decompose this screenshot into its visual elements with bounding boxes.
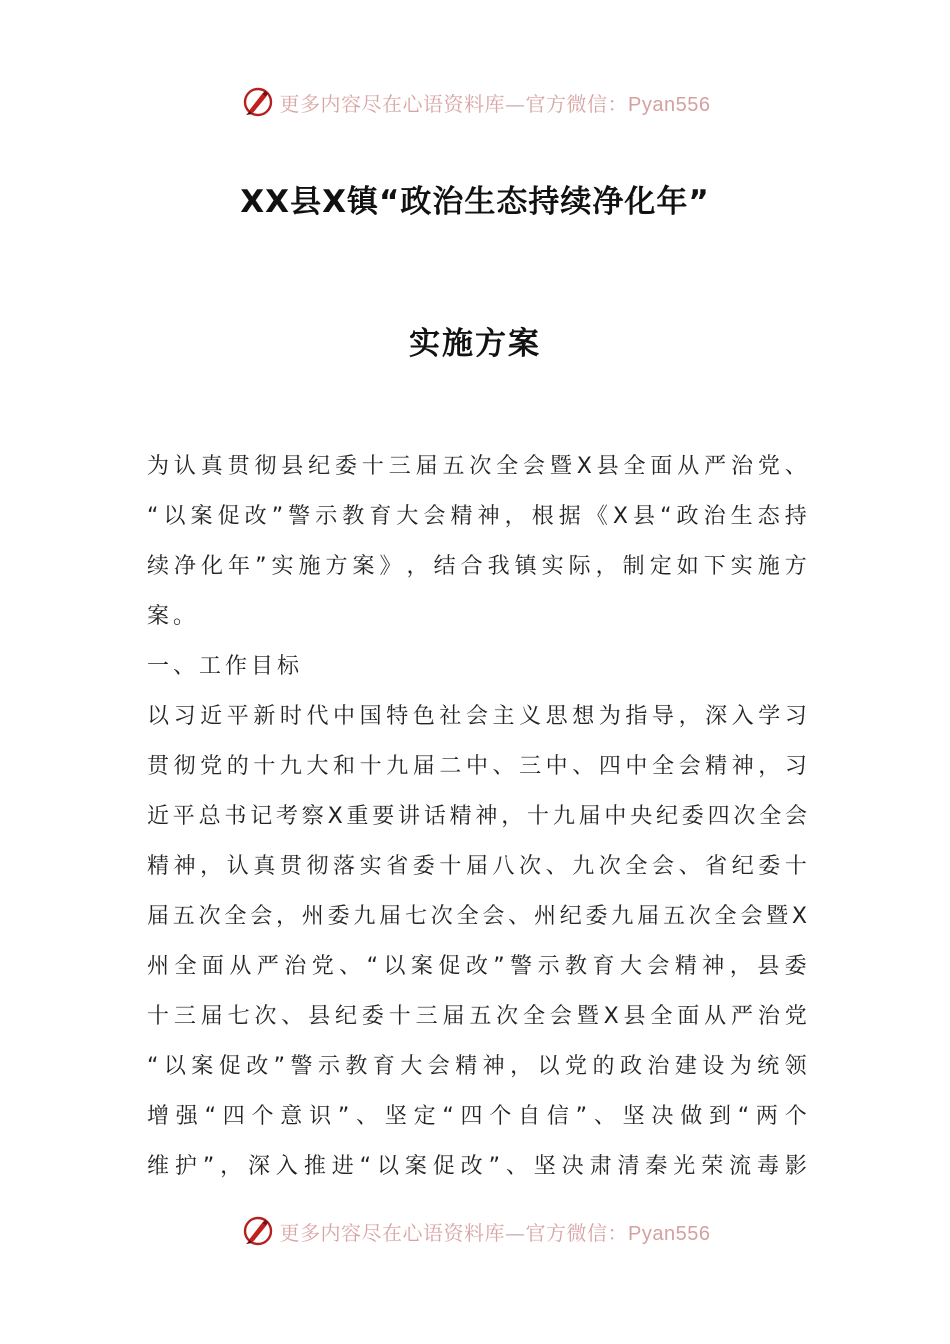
body-line: 届 五 次 全 会 ， 州 委 九 届 七 次 全 会 、 州 纪 委 九 届 五 次 全 会 暨 X — [147, 904, 807, 929]
body-line: 贯 彻 党 的 十 九 大 和 十 九 届 二 中 、 三 中 、 四 中 全 会 精 神 ， 习 — [147, 754, 807, 779]
body-line: 为 认 真 贯 彻 县 纪 委 十 三 届 五 次 全 会 暨 X 县 全 面 从 严 治 党 、 — [147, 454, 807, 479]
section-heading: 一、工作目标 — [147, 654, 304, 679]
body-line: 增 强 “ 四 个 意 识 ” 、 坚 定 “ 四 个 自 信 ” 、 坚 决 做 到 “ 两 个 — [147, 1104, 807, 1129]
body-line: 以 习 近 平 新 时 代 中 国 特 色 社 会 主 义 思 想 为 指 导 ， 深 入 学 习 — [147, 704, 807, 729]
body-line: 续 净 化 年 ” 实 施 方 案 》 ， 结 合 我 镇 实 际 ， 制 定 如 下 实 施 方 — [147, 554, 807, 579]
body-line: 州 全 面 从 严 治 党 、 “ 以 案 促 改 ” 警 示 教 育 大 会 精 神 ， 县 委 — [147, 954, 807, 979]
body-line: 十 三 届 七 次 、 县 纪 委 十 三 届 五 次 全 会 暨 X 县 全 面 从 严 治 党 — [147, 1004, 807, 1029]
watermark-label: 官方微信： — [525, 1220, 629, 1245]
watermark-handle: Pyan556 — [628, 1222, 711, 1245]
watermark-text — [280, 1217, 711, 1246]
watermark-handle: Pyan556 — [628, 93, 711, 116]
watermark-header — [0, 82, 950, 122]
document-subtitle: 实施方案 — [409, 326, 541, 362]
watermark-separator: — — [505, 91, 526, 116]
watermark-footer — [0, 1211, 950, 1251]
watermark-text — [280, 88, 711, 117]
document-body — [147, 442, 807, 1192]
watermark-main: 更多内容尽在心语资料库 — [279, 1220, 506, 1245]
body-line: 维 护 ” ， 深 入 推 进 “ 以 案 促 改 ” 、 坚 决 肃 清 秦 光 荣 流 毒 影 — [147, 1154, 807, 1179]
watermark-separator: — — [505, 1220, 526, 1245]
body-line: 近 平 总 书 记 考 察 X 重 要 讲 话 精 神 ， 十 九 届 中 央 纪 委 四 次 全 会 — [147, 804, 807, 829]
body-line: 案。 — [147, 604, 200, 629]
watermark-main: 更多内容尽在心语资料库 — [279, 91, 506, 116]
body-line: 精 神 ， 认 真 贯 彻 落 实 省 委 十 届 八 次 、 九 次 全 会 、 省 纪 委 十 — [147, 854, 807, 879]
pen-circle-logo-icon — [240, 84, 276, 120]
pen-circle-logo-icon — [240, 1213, 276, 1249]
body-line: “ 以 案 促 改 ” 警 示 教 育 大 会 精 神 ， 以 党 的 政 治 建 设 为 统 领 — [147, 1054, 807, 1079]
body-line: “ 以 案 促 改 ” 警 示 教 育 大 会 精 神 ， 根 据 《 X 县 “ 政 治 生 态 持 — [147, 504, 807, 529]
document-title: XX县X镇“政治生态持续净化年” — [240, 184, 710, 220]
watermark-label: 官方微信： — [525, 91, 629, 116]
